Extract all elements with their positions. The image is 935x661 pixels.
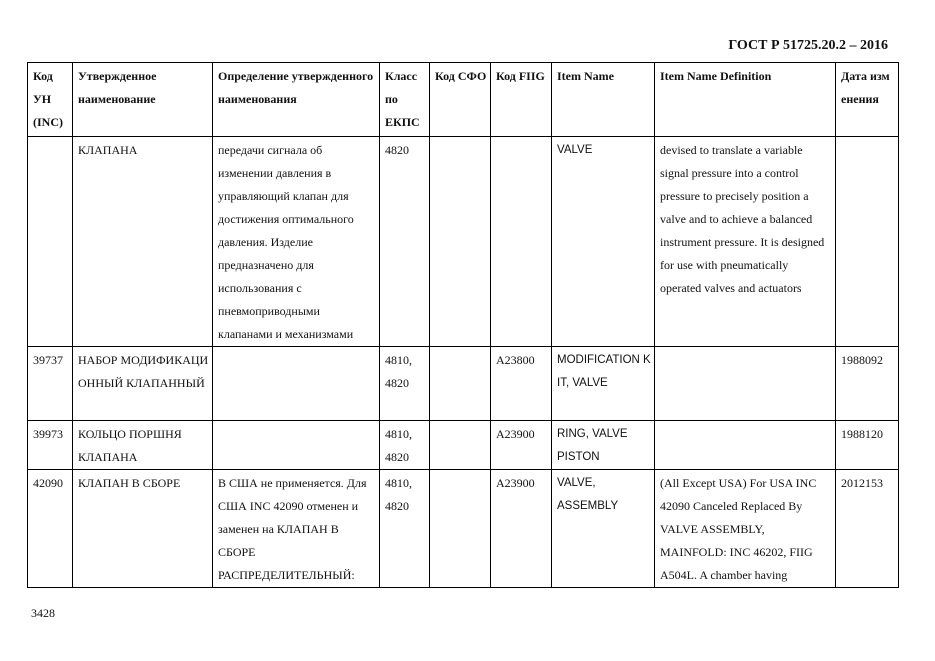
table-row bbox=[28, 137, 899, 347]
cell-date: 2012153 bbox=[836, 470, 899, 588]
cell-sfo bbox=[430, 347, 491, 421]
col-header-date: Дата изменения bbox=[836, 63, 899, 137]
col-header-item-name: Item Name bbox=[552, 63, 655, 137]
cell-class: 4810, 4820 bbox=[380, 347, 430, 421]
col-header-fiig: Код FIIG bbox=[491, 63, 552, 137]
cell-sfo bbox=[430, 470, 491, 588]
col-header-item-definition: Item Name Definition bbox=[655, 63, 836, 137]
cell-item-name: MODIFICATION KIT, VALVE bbox=[552, 347, 655, 421]
col-header-class: Класс по ЕКПС bbox=[380, 63, 430, 137]
table-header-row bbox=[28, 63, 899, 137]
cell-item-name: RING, VALVE PISTON bbox=[552, 421, 655, 470]
cell-item-name: VALVE, ASSEMBLY bbox=[552, 470, 655, 588]
cell-name: НАБОР МОДИФИКАЦИОННЫЙ КЛАПАННЫЙ bbox=[73, 347, 213, 421]
data-table bbox=[27, 62, 899, 588]
cell-fiig: A23900 bbox=[491, 421, 552, 470]
cell-item-definition: (All Except USA) For USA INC 42090 Canceled Replaced By VALVE ASSEMBLY, MAINFOLD: INC 46202, FIIG A504L. A chamber having bbox=[655, 470, 836, 588]
document-header: ГОСТ Р 51725.20.2 – 2016 bbox=[728, 38, 888, 53]
cell-fiig: A23900 bbox=[491, 470, 552, 588]
cell-date bbox=[836, 137, 899, 347]
cell-name: КЛАПАНА bbox=[73, 137, 213, 347]
col-header-inc: Код УН (INC) bbox=[28, 63, 73, 137]
cell-inc: 39737 bbox=[28, 347, 73, 421]
cell-inc: 39973 bbox=[28, 421, 73, 470]
cell-sfo bbox=[430, 137, 491, 347]
cell-item-name: VALVE bbox=[552, 137, 655, 347]
col-header-definition: Определение утвержденного наименования bbox=[213, 63, 380, 137]
cell-fiig: A23800 bbox=[491, 347, 552, 421]
cell-item-definition bbox=[655, 421, 836, 470]
cell-date: 1988092 bbox=[836, 347, 899, 421]
cell-inc: 42090 bbox=[28, 470, 73, 588]
col-header-sfo: Код СФО bbox=[430, 63, 491, 137]
page-number: 3428 bbox=[31, 606, 55, 620]
col-header-name: Утвержденное наименование bbox=[73, 63, 213, 137]
cell-class: 4810, 4820 bbox=[380, 470, 430, 588]
cell-item-definition: devised to translate a variable signal pressure into a control pressure to precisely position a valve and to achieve a balanced instrument pressure. It is designed for use with pneumatically operated valves and actuators bbox=[655, 137, 836, 347]
cell-name: КОЛЬЦО ПОРШНЯ КЛАПАНА bbox=[73, 421, 213, 470]
cell-fiig bbox=[491, 137, 552, 347]
cell-item-definition bbox=[655, 347, 836, 421]
table-row bbox=[28, 421, 899, 470]
cell-date: 1988120 bbox=[836, 421, 899, 470]
cell-definition: передачи сигнала об изменении давления в управляющий клапан для достижения оптимального давления. Изделие предназначено для использования с пневмоприводными клапанами и механизмами bbox=[213, 137, 380, 347]
cell-definition: В США не применяется. Для США INC 42090 отменен и заменен на КЛАПАН В СБОРЕ РАСПРЕДЕЛИТЕЛЬНЫЙ: bbox=[213, 470, 380, 588]
cell-class: 4820 bbox=[380, 137, 430, 347]
cell-name: КЛАПАН В СБОРЕ bbox=[73, 470, 213, 588]
cell-sfo bbox=[430, 421, 491, 470]
table-row bbox=[28, 347, 899, 421]
cell-inc bbox=[28, 137, 73, 347]
cell-definition bbox=[213, 347, 380, 421]
cell-definition bbox=[213, 421, 380, 470]
table-row bbox=[28, 470, 899, 588]
cell-class: 4810, 4820 bbox=[380, 421, 430, 470]
